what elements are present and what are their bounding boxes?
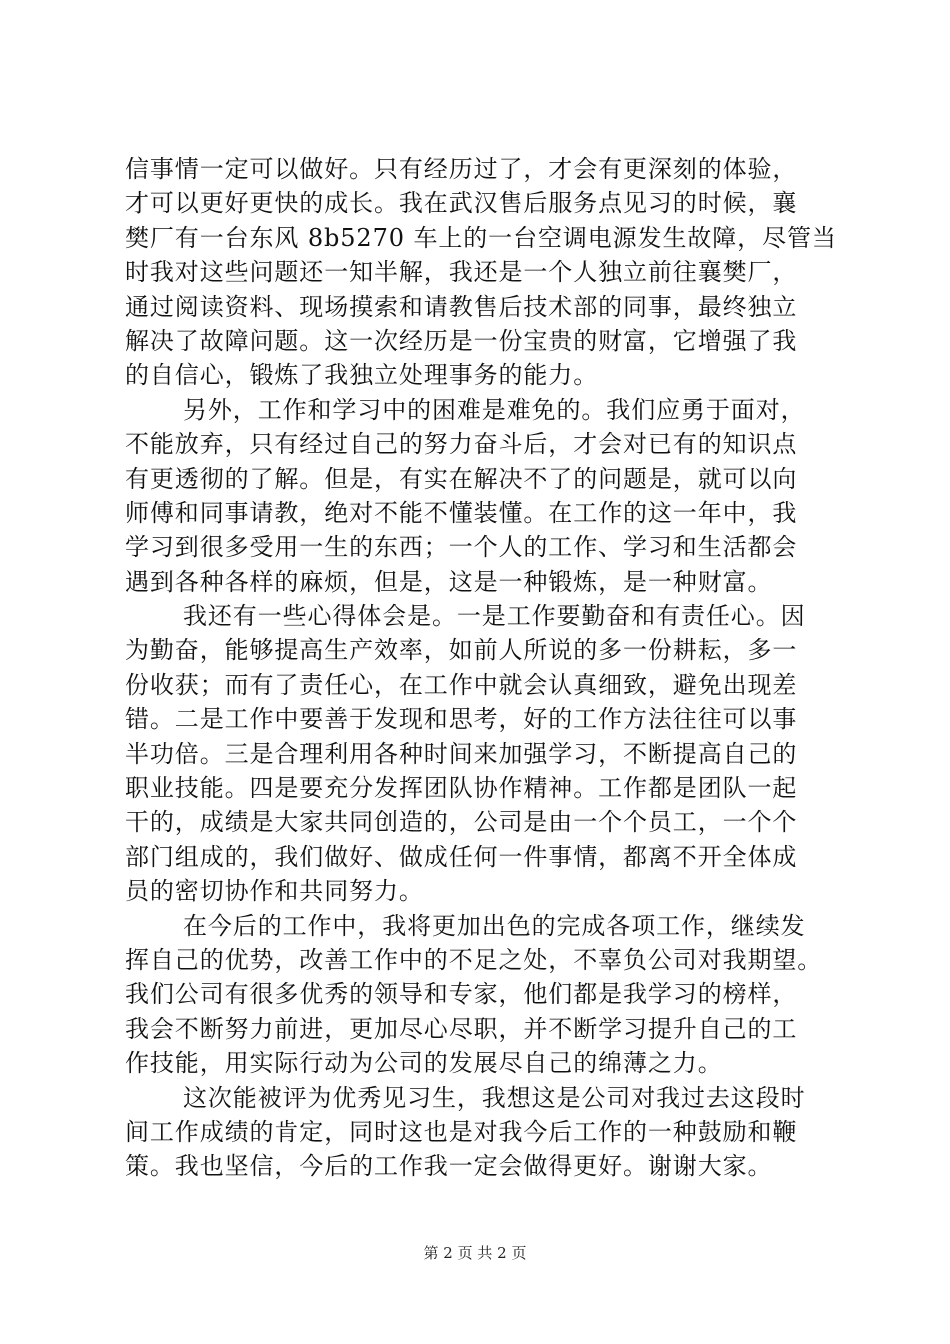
text-line: 不能放弃，只有经过自己的努力奋斗后，才会对已有的知识点 (125, 430, 798, 459)
text-line: 学习到很多受用一生的东西；一个人的工作、学习和生活都会 (125, 533, 798, 562)
text-line: 我们公司有很多优秀的领导和专家，他们都是我学习的榜样， (125, 980, 798, 1009)
text-line: 另外，工作和学习中的困难是难免的。我们应勇于面对， (183, 395, 806, 424)
text-line: 部门组成的，我们做好、做成任何一件事情，都离不开全体成 (125, 842, 798, 871)
text-line: 错。二是工作中要善于发现和思考，好的工作方法往往可以事 (125, 705, 798, 734)
body-text (125, 152, 845, 1184)
text-line: 在今后的工作中，我将更加出色的完成各项工作，继续发 (183, 911, 806, 940)
text-line: 作技能，用实际行动为公司的发展尽自己的绵薄之力。 (125, 1049, 723, 1078)
text-line: 解决了故障问题。这一次经历是一份宝贵的财富，它增强了我 (125, 326, 798, 355)
text-line: 才可以更好更快的成长。我在武汉售后服务点见习的时候，襄 (125, 189, 798, 218)
text-line: 份收获；而有了责任心，在工作中就会认真细致，避免出现差 (125, 670, 798, 699)
text-line: 挥自己的优势，改善工作中的不足之处，不辜负公司对我期望。 (125, 945, 823, 974)
text-line: 为勤奋，能够提高生产效率，如前人所说的多一份耕耘，多一 (125, 636, 798, 665)
text-line: 我还有一些心得体会是。一是工作要勤奋和有责任心。因 (183, 602, 806, 631)
text-line: 有更透彻的了解。但是，有实在解决不了的问题是，就可以向 (125, 464, 798, 493)
text-line: 半功倍。三是合理利用各种时间来加强学习，不断提高自己的 (125, 739, 798, 768)
text-line: 间工作成绩的肯定，同时这也是对我今后工作的一种鼓励和鞭 (125, 1117, 798, 1146)
text-line: 的自信心，锻炼了我独立处理事务的能力。 (125, 361, 599, 390)
text-line: 这次能被评为优秀见习生，我想这是公司对我过去这段时 (183, 1083, 806, 1112)
text-line: 信事情一定可以做好。只有经历过了，才会有更深刻的体验， (125, 155, 798, 183)
text-line: 通过阅读资料、现场摸索和请教售后技术部的同事，最终独立 (125, 292, 798, 321)
text-line: 时我对这些问题还一知半解，我还是一个人独立前往襄樊厂， (125, 258, 798, 287)
text-line: 遇到各种各样的麻烦，但是，这是一种锻炼，是一种财富。 (125, 567, 773, 596)
text-line: 策。我也坚信，今后的工作我一定会做得更好。谢谢大家。 (125, 1152, 773, 1181)
text-line: 师傅和同事请教，绝对不能不懂装懂。在工作的这一年中，我 (125, 498, 798, 527)
text-line: 我会不断努力前进，更加尽心尽职，并不断学习提升自己的工 (125, 1014, 798, 1043)
page-footer: 第 2 页 共 2 页 (423, 1244, 527, 1262)
text-line: 干的，成绩是大家共同创造的，公司是由一个个员工，一个个 (125, 808, 798, 837)
text-line: 员的密切协作和共同努力。 (125, 877, 424, 906)
text-line: 樊厂有一台东风 8b5270 车上的一台空调电源发生故障，尽管当 (125, 223, 837, 252)
text-line: 职业技能。四是要充分发挥团队协作精神。工作都是团队一起 (125, 774, 798, 803)
